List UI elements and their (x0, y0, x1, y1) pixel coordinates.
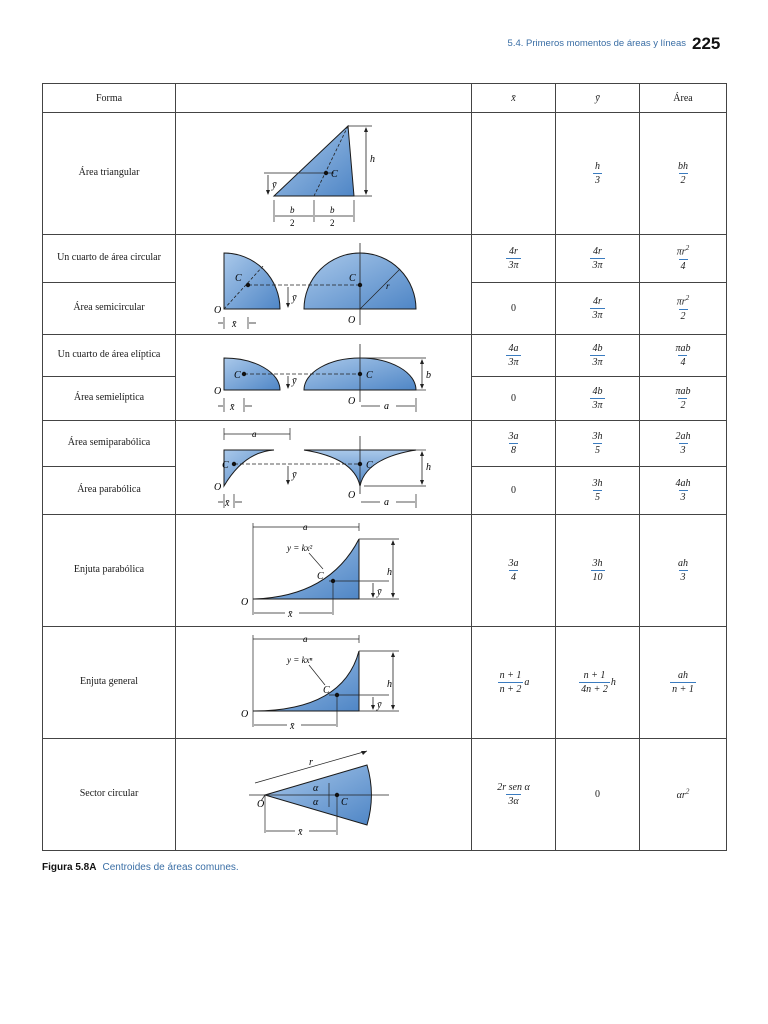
area-cell (640, 377, 727, 421)
xbar-den: 3π (508, 357, 519, 368)
ybar-num: n + 1 (583, 670, 606, 681)
a-label: a (383, 400, 389, 412)
ybar-label: ȳ (291, 469, 296, 481)
ybar-num: h (595, 161, 600, 172)
xbar-cell (472, 739, 556, 851)
origin-label: O (213, 304, 221, 316)
centroid-label: C (221, 459, 229, 471)
ybar-num: 3h (592, 478, 603, 489)
col-header-area: Área (640, 84, 727, 113)
xbar-label: x̄ (297, 826, 302, 838)
area-num: $\pi r^2$ (676, 244, 690, 258)
centroids-table (42, 83, 727, 851)
a-label: a (302, 521, 307, 532)
circle-figure (176, 235, 472, 335)
area-den: n + 1 (672, 684, 694, 695)
ybar-den: 10 (592, 572, 603, 583)
area-den: 3 (680, 492, 686, 503)
xbar-den: 3π (508, 260, 519, 271)
ybar-label: ȳ (376, 586, 381, 598)
shape-name: Enjuta parabólica (43, 515, 176, 627)
ellipse-figure (176, 335, 472, 421)
origin-label: O (240, 596, 248, 608)
parabolic-spandrel-figure (176, 515, 472, 627)
xbar-cell (472, 421, 556, 467)
area-cell (640, 235, 727, 283)
table-row (43, 113, 727, 235)
xbar-cell (472, 515, 556, 627)
a-label: a (251, 428, 256, 439)
ybar-cell (556, 235, 640, 283)
xbar-cell (472, 377, 556, 421)
shape-name: Sector circular (43, 739, 176, 851)
area-den: 2 (680, 175, 686, 186)
area-num: $\pi r^2$ (676, 294, 690, 308)
xbar-value: 0 (511, 393, 516, 404)
col-header-shape: Forma (43, 84, 176, 113)
equation-label: y = kx² (286, 542, 312, 553)
ybar-den: 3π (592, 260, 603, 271)
area-cell (640, 627, 727, 739)
xbar-num: 4r (509, 246, 518, 257)
table-row (43, 515, 727, 627)
height-label: h (386, 566, 392, 578)
xbar-label: x̄ (231, 318, 236, 330)
origin-label: O (213, 481, 221, 493)
area-cell (640, 113, 727, 235)
radius-label: r (308, 756, 313, 768)
radius-label: r (385, 280, 390, 291)
col-header-xbar: x̄ (472, 84, 556, 113)
xbar-cell (472, 467, 556, 515)
ybar-cell (556, 515, 640, 627)
origin-label: O (256, 798, 264, 810)
ybar-den: 5 (595, 445, 600, 456)
origin-label: O (347, 314, 355, 326)
area-cell (640, 515, 727, 627)
ybar-den: 3π (592, 400, 603, 411)
shape-name: Área parabólica (43, 467, 176, 515)
parabola-figure (176, 421, 472, 515)
centroid-label: C (348, 272, 356, 284)
origin-label: O (347, 395, 355, 407)
origin-label: O (240, 708, 248, 720)
centroid-label: C (316, 570, 324, 582)
area-cell (640, 335, 727, 377)
shape-name: Un cuarto de área elíptica (43, 335, 176, 377)
ybar-cell (556, 377, 640, 421)
ybar-cell (556, 739, 640, 851)
b-over-2-den: 2 (289, 217, 294, 228)
caption-text: Centroides de áreas comunes. (102, 862, 239, 873)
table-row (43, 627, 727, 739)
centroid-label: C (234, 272, 242, 284)
col-header-ybar: ȳ (556, 84, 640, 113)
centroid-label: C (233, 369, 241, 381)
ybar-value: 0 (595, 789, 600, 800)
ybar-cell (556, 113, 640, 235)
xbar-den: 8 (511, 445, 516, 456)
area-num: πab (675, 386, 691, 397)
xbar-cell (472, 283, 556, 335)
xbar-label: x̄ (224, 497, 229, 509)
ybar-label: ȳ (376, 699, 381, 711)
xbar-den: 4 (511, 572, 516, 583)
xbar-den: 3α (508, 796, 519, 807)
centroid-label: C (365, 369, 373, 381)
area-cell (640, 421, 727, 467)
area-den: 2 (680, 310, 686, 322)
xbar-num: n + 1 (499, 670, 522, 681)
xbar-cell (472, 335, 556, 377)
height-label: h (386, 678, 392, 690)
ybar-cell (556, 283, 640, 335)
area-num: ah (678, 670, 688, 681)
ybar-num: 4r (593, 296, 602, 307)
ybar-num: 3h (592, 431, 603, 442)
xbar-suffix: a (524, 676, 530, 688)
b-label: b (425, 369, 431, 381)
ybar-label: ȳ (291, 375, 296, 387)
area-num: 2ah (675, 431, 691, 442)
a-label: a (302, 633, 307, 644)
height-label: h (425, 461, 431, 473)
centroid-label: C (322, 684, 330, 696)
ybar-cell (556, 421, 640, 467)
alpha-label: α (312, 782, 318, 794)
general-spandrel-figure (176, 627, 472, 739)
area-num: bh (678, 161, 688, 172)
xbar-num: 3a (508, 431, 519, 442)
ybar-cell (556, 627, 640, 739)
centroid-label: C (330, 168, 338, 180)
xbar-cell (472, 627, 556, 739)
xbar-num: 3a (508, 558, 519, 569)
caption-label: Figura 5.8A (42, 862, 97, 873)
b-over-2-den: 2 (329, 217, 334, 228)
xbar-value: 0 (511, 485, 516, 496)
b-over-2-label: b (289, 204, 294, 215)
equation-label: y = kxⁿ (286, 654, 312, 665)
a-label: a (383, 496, 389, 508)
b-over-2-label: b (329, 204, 334, 215)
origin-label: O (213, 385, 221, 397)
xbar-label: x̄ (287, 608, 292, 620)
ybar-label: ȳ (291, 292, 296, 304)
section-title: 5.4. Primeros momentos de áreas y líneas (507, 38, 686, 49)
ybar-den: 3π (592, 357, 603, 368)
ybar-den: 3 (595, 175, 600, 186)
ybar-den: 3π (592, 310, 603, 321)
triangle-figure (176, 113, 472, 235)
origin-label: O (347, 489, 355, 501)
ybar-num: 4b (592, 343, 603, 354)
area-value: $\alpha r^2$ (676, 787, 690, 802)
area-den: 3 (680, 445, 686, 456)
height-label: h (369, 153, 375, 165)
figure-caption (42, 862, 239, 873)
ybar-num: 3h (592, 558, 603, 569)
table-row (43, 235, 727, 283)
xbar-cell (472, 113, 556, 235)
ybar-num: 4r (593, 246, 602, 257)
page-number: 225 (692, 34, 721, 53)
area-den: 3 (680, 572, 686, 583)
ybar-label: ȳ (271, 179, 276, 191)
xbar-num: 4a (508, 343, 519, 354)
shape-name: Área semicircular (43, 283, 176, 335)
xbar-cell (472, 235, 556, 283)
area-num: 4ah (675, 478, 691, 489)
centroid-label: C (340, 796, 348, 808)
shape-name: Enjuta general (43, 627, 176, 739)
area-num: πab (675, 343, 691, 354)
sector-figure (176, 739, 472, 851)
ybar-den: 5 (595, 492, 600, 503)
shape-name: Un cuarto de área circular (43, 235, 176, 283)
ybar-cell (556, 335, 640, 377)
centroid-label: C (365, 459, 373, 471)
area-cell (640, 467, 727, 515)
table-row (43, 421, 727, 467)
shape-name: Área semiparabólica (43, 421, 176, 467)
table-row (43, 335, 727, 377)
area-den: 2 (680, 400, 686, 411)
xbar-num: 2r sen α (497, 782, 530, 793)
area-cell (640, 739, 727, 851)
area-den: 4 (680, 357, 686, 368)
shape-name: Área triangular (43, 113, 176, 235)
area-cell (640, 283, 727, 335)
area-num: ah (678, 558, 688, 569)
table-row (43, 739, 727, 851)
ybar-den: 4n + 2 (581, 684, 608, 695)
table-header-row (43, 84, 727, 113)
ybar-suffix: h (610, 676, 616, 688)
xbar-label: x̄ (229, 401, 234, 413)
shape-name: Área semielíptica (43, 377, 176, 421)
xbar-label: x̄ (289, 720, 294, 732)
xbar-value: 0 (511, 303, 516, 314)
ybar-num: 4b (592, 386, 603, 397)
alpha-label: α (312, 796, 318, 808)
ybar-cell (556, 467, 640, 515)
area-den: 4 (680, 260, 686, 272)
col-header-figure (176, 84, 472, 113)
xbar-den: n + 2 (499, 684, 522, 695)
